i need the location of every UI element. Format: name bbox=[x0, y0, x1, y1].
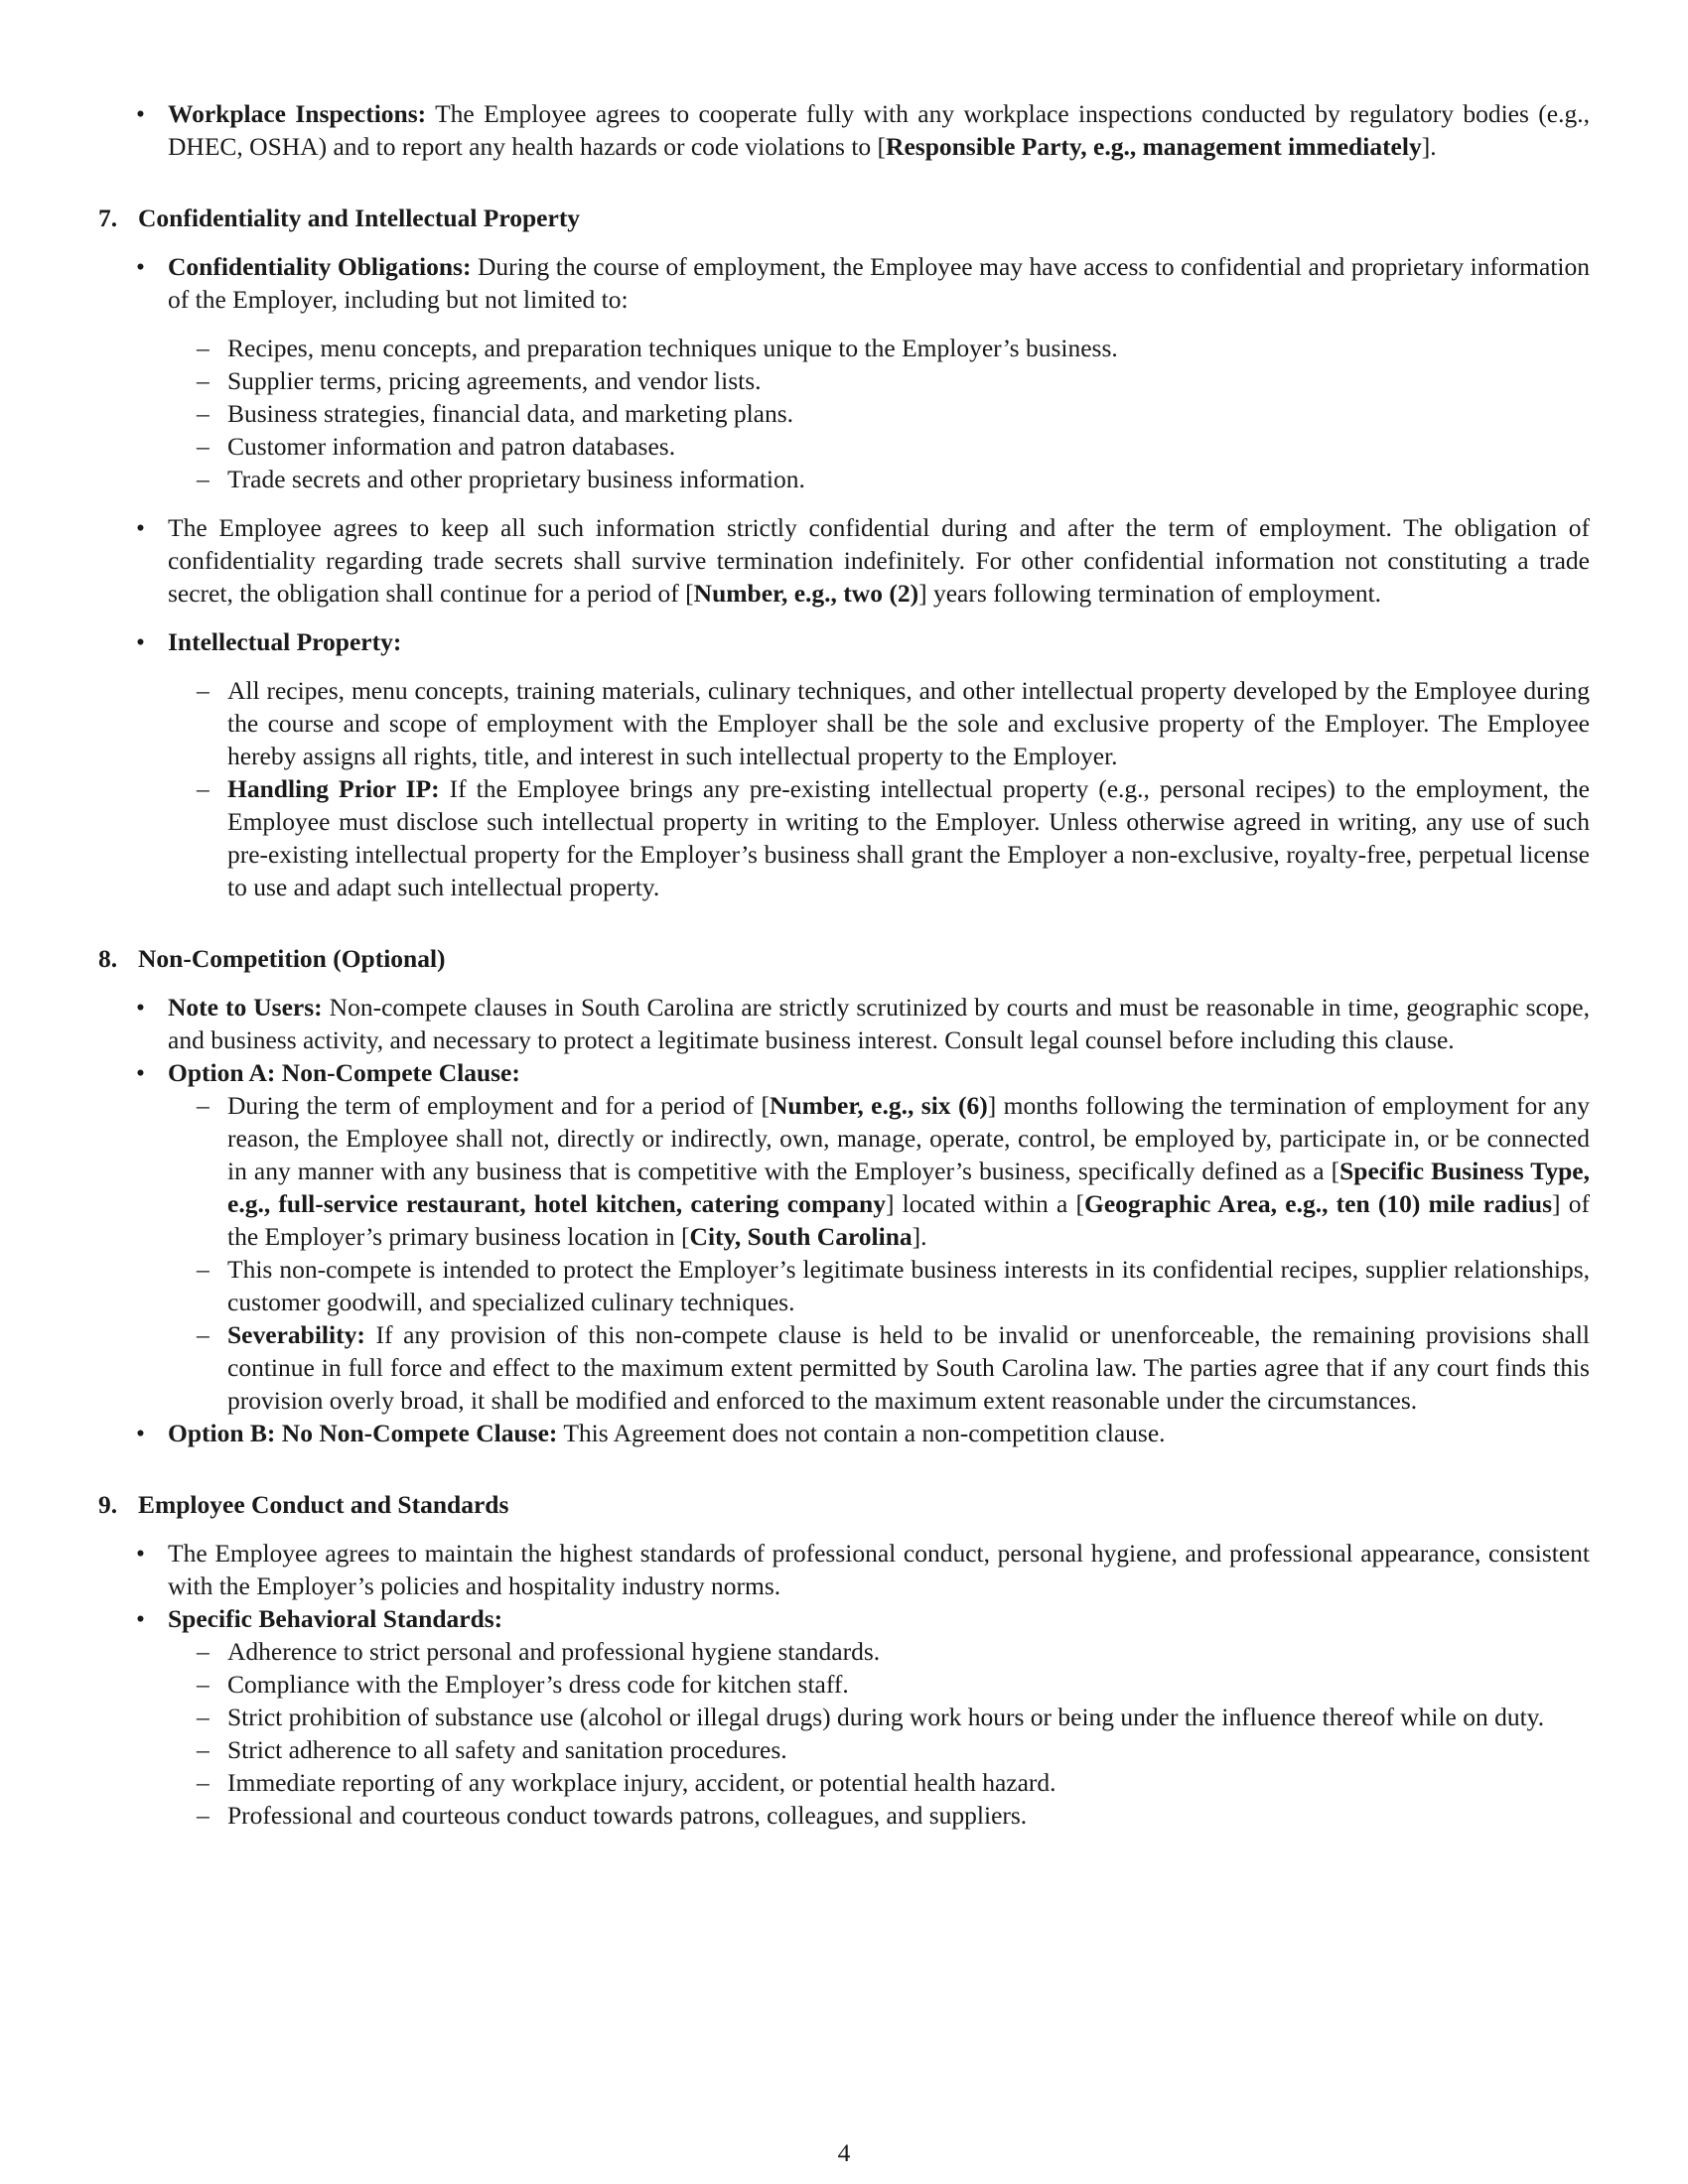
duration-text-end: ] years following termination of employment. bbox=[918, 579, 1382, 608]
bullet-behavioral-standards bbox=[98, 1602, 1590, 1635]
option-b-text: This Agreement does not contain a non-competition clause. bbox=[557, 1419, 1166, 1447]
confidentiality-label: Confidentiality Obligations: bbox=[168, 252, 472, 281]
list-item: – Business strategies, financial data, and marketing plans. bbox=[98, 397, 1590, 430]
handling-prior-ip-text: If the Employee brings any pre-existing intellectual property (e.g., personal recipes) to the employment, the Employee must disclose such intellectual property in writing to the Employer. Unless otherwise agreed in writing, any use of such pre-existing intellectual property for the Employer’s business shall grant the Employer a non-exclusive, royalty-free, perpetual license to use and adapt such intellectual property. bbox=[227, 774, 1590, 901]
bullet-option-b bbox=[98, 1417, 1590, 1449]
non-compete-text: ]. bbox=[912, 1222, 927, 1251]
non-compete-purpose-item: – This non-compete is intended to protect the Employer’s legitimate business interests in its confidential recipes, supplier relationships, customer goodwill, and specialized culinary techniques. bbox=[98, 1253, 1590, 1318]
severability-text: If any provision of this non-compete clause is held to be invalid or unenforceable, the remaining provisions shall continue in full force and effect to the maximum extent permitted by South Carolina law. The parties agree that if any court finds this provision overly broad, it shall be modified and enforced to the maximum extent reasonable under the circumstances. bbox=[227, 1320, 1590, 1415]
page-content bbox=[98, 97, 1590, 1832]
section-title: Non-Competition (Optional) bbox=[138, 944, 446, 973]
list-item: – Strict prohibition of substance use (alcohol or illegal drugs) during work hours or being under the influence thereof while on duty. bbox=[98, 1701, 1590, 1733]
bullet-note-to-users bbox=[98, 991, 1590, 1056]
bullet-confidentiality-obligations bbox=[98, 250, 1590, 316]
duration-placeholder: Number, e.g., two (2) bbox=[693, 579, 919, 608]
severability-item bbox=[98, 1318, 1590, 1417]
list-item: – Adherence to strict personal and professional hygiene standards. bbox=[98, 1635, 1590, 1668]
section-heading-8 bbox=[98, 942, 1590, 975]
bullet-confidentiality-duration bbox=[98, 511, 1590, 610]
bullet-option-a bbox=[98, 1056, 1590, 1089]
duration-text: The Employee agrees to keep all such information strictly confidential during and after the term of employment. The obligation of confidentiality regarding trade secrets shall survive termination indefinitely. For other confidential information not constituting a trade secret, the obligation shall continue for a period of [ bbox=[168, 513, 1590, 608]
list-item: – Immediate reporting of any workplace injury, accident, or potential health hazard. bbox=[98, 1766, 1590, 1799]
confidentiality-text: During the course of employment, the Employee may have access to confidential and proprietary information of the Employer, including but not limited to: bbox=[168, 252, 1590, 314]
ip-prior-item bbox=[98, 772, 1590, 903]
workplace-inspections-text: The Employee agrees to cooperate fully with any workplace inspections conducted by regulatory bodies (e.g., DHEC, OSHA) and to report any health hazards or code violations to [ bbox=[168, 99, 1590, 161]
bullet-intellectual-property bbox=[98, 625, 1590, 658]
geographic-area-placeholder: Geographic Area, e.g., ten (10) mile radius bbox=[1083, 1189, 1553, 1218]
list-item: – Trade secrets and other proprietary business information. bbox=[98, 463, 1590, 495]
section-heading-9 bbox=[98, 1488, 1590, 1521]
section-number: 8. bbox=[98, 944, 118, 973]
section-number: 9. bbox=[98, 1490, 118, 1519]
handling-prior-ip-label: Handling Prior IP: bbox=[227, 774, 440, 803]
list-item: – Compliance with the Employer’s dress code for kitchen staff. bbox=[98, 1668, 1590, 1701]
workplace-inspections-label: Workplace Inspections: bbox=[168, 99, 427, 128]
page-number: 4 bbox=[837, 2138, 851, 2167]
list-item: – Customer information and patron databases. bbox=[98, 430, 1590, 463]
non-compete-terms-item bbox=[98, 1089, 1590, 1253]
non-compete-text: During the term of employment and for a period of [ bbox=[227, 1091, 771, 1120]
section-title: Employee Conduct and Standards bbox=[138, 1490, 509, 1519]
option-b-label: Option B: No Non-Compete Clause: bbox=[168, 1419, 558, 1447]
section-title: Confidentiality and Intellectual Property bbox=[138, 204, 581, 232]
severability-label: Severability: bbox=[227, 1320, 365, 1349]
note-label: Note to Users: bbox=[168, 993, 323, 1022]
workplace-inspections-end: ]. bbox=[1421, 132, 1437, 161]
business-type-placeholder: Specific Business Type, e.g., full-service restaurant, hotel kitchen, catering company bbox=[227, 1157, 1590, 1218]
list-item: – Strict adherence to all safety and sanitation procedures. bbox=[98, 1733, 1590, 1766]
city-placeholder: City, South Carolina bbox=[689, 1222, 913, 1251]
list-item: – Professional and courteous conduct towards patrons, colleagues, and suppliers. bbox=[98, 1799, 1590, 1832]
responsible-party-placeholder: Responsible Party, e.g., management immediately bbox=[886, 132, 1422, 161]
list-item: – Supplier terms, pricing agreements, and vendor lists. bbox=[98, 364, 1590, 397]
section-heading-7 bbox=[98, 202, 1590, 234]
bullet-workplace-inspections bbox=[98, 97, 1590, 163]
note-text: Non-compete clauses in South Carolina are strictly scrutinized by courts and must be reasonable in time, geographic scope, and business activity, and necessary to protect a legitimate business interest. Consult legal counsel before including this clause. bbox=[168, 993, 1591, 1054]
ip-ownership-item: – All recipes, menu concepts, training materials, culinary techniques, and other intellectual property developed by the Employee during the course and scope of employment with the Employer shall be the sole and exclusive property of the Employer. The Employee hereby assigns all rights, title, and interest in such intellectual property to the Employer. bbox=[98, 674, 1590, 772]
intellectual-property-label: Intellectual Property: bbox=[168, 627, 402, 656]
section-number: 7. bbox=[98, 204, 118, 232]
list-item: – Recipes, menu concepts, and preparation techniques unique to the Employer’s business. bbox=[98, 332, 1590, 364]
non-compete-text: ] of the Employer’s primary business location in [ bbox=[227, 1189, 1590, 1251]
months-placeholder: Number, e.g., six (6) bbox=[770, 1091, 988, 1120]
behavioral-standards-label: Specific Behavioral Standards: bbox=[168, 1604, 503, 1633]
bullet-conduct-intro: • The Employee agrees to maintain the highest standards of professional conduct, personal hygiene, and professional appearance, consistent with the Employer’s policies and hospitality industry norms. bbox=[98, 1537, 1590, 1602]
non-compete-text: ] months following the termination of employment for any reason, the Employee shall not, directly or indirectly, own, manage, operate, control, be employed by, participate in, or be connected in any manner with any business that is competitive with the Employer’s business, specifically defined as a [ bbox=[227, 1091, 1590, 1185]
option-a-label: Option A: Non-Compete Clause: bbox=[168, 1058, 520, 1087]
non-compete-text: ] located within a [ bbox=[885, 1189, 1084, 1218]
